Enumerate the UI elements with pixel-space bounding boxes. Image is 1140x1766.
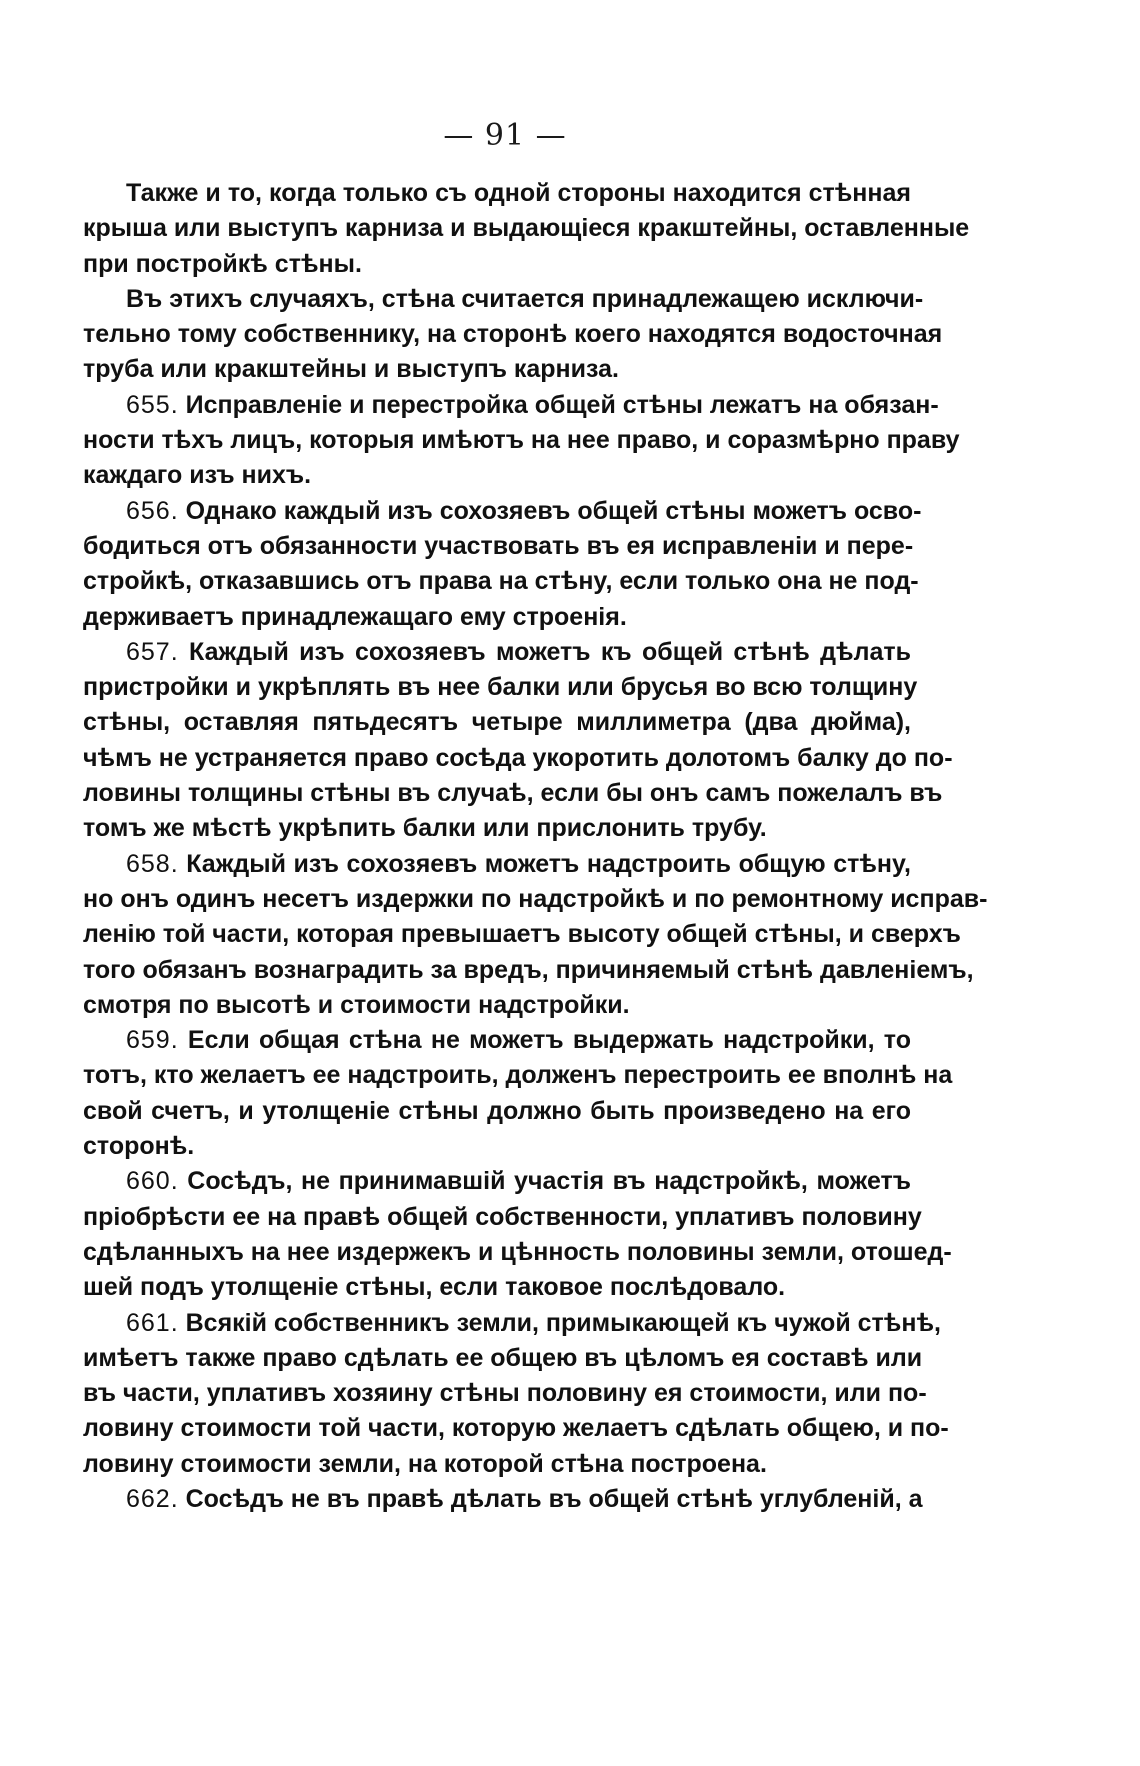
line-text: Исправленіе и перестройка общей стѣны лежатъ на обязан- [178, 390, 939, 419]
page-number: — 91 — [443, 118, 567, 153]
text-line [83, 1164, 911, 1199]
body-text [83, 176, 988, 1517]
text-line [83, 847, 911, 882]
text-line [83, 1482, 923, 1517]
line-text: ловину стоимости земли, на которой стѣна построена. [83, 1449, 767, 1478]
line-text: стройкѣ, отказавшись отъ права на стѣну, если только она не под- [83, 567, 919, 596]
text-line [83, 953, 974, 988]
paragraph [83, 1023, 953, 1164]
paragraph [83, 282, 943, 388]
line-text: въ части, уплативъ хозяину стѣны половину ея стоимости, или по- [83, 1379, 927, 1408]
paragraph [83, 1482, 923, 1517]
text-line [83, 811, 911, 846]
line-text: пріобрѣсти ее на правѣ общей собственности, уплативъ половину [83, 1202, 922, 1231]
text-line [83, 494, 922, 529]
line-text: Каждый изъ сохозяевъ можетъ къ общей стѣнѣ дѣлать [178, 637, 911, 666]
text-line [83, 317, 943, 352]
article-number: 659. [126, 1026, 179, 1055]
line-text: ловину стоимости той части, которую желаетъ сдѣлать общею, и по- [83, 1414, 949, 1443]
text-line [83, 211, 970, 246]
article-number: 658. [126, 849, 179, 878]
line-text: Въ этихъ случаяхъ, стѣна считается принадлежащею исключи- [126, 284, 924, 313]
text-line [83, 176, 911, 211]
text-line [83, 352, 911, 387]
line-text: чѣмъ не устраняется право сосѣда укоротить долотомъ балку до по- [83, 743, 953, 772]
text-line [83, 600, 911, 635]
text-line [83, 529, 914, 564]
text-line [83, 423, 960, 458]
text-line [83, 1341, 923, 1376]
line-text: стѣны, оставляя пятьдесятъ четыре миллиметра (два дюйма), [83, 708, 911, 737]
article-number: 656. [126, 496, 179, 525]
line-text: тотъ, кто желаетъ ее надстроить, долженъ перестроить ее вполнѣ на [83, 1061, 953, 1090]
line-text: труба или кракштейны и выступъ карниза. [83, 355, 619, 384]
text-line [83, 1058, 953, 1093]
text-line [83, 1200, 922, 1235]
text-line [83, 882, 988, 917]
text-line [83, 1376, 927, 1411]
line-text: Если общая стѣна не можетъ выдержать надстройки, то [178, 1026, 911, 1055]
paragraph [83, 1306, 949, 1482]
text-line [83, 458, 911, 493]
text-line [83, 917, 961, 952]
paragraph [83, 847, 988, 1023]
line-text: ности тѣхъ лицъ, которыя имѣютъ на нее право, и соразмѣрно праву [83, 426, 960, 455]
article-number: 661. [126, 1308, 179, 1337]
line-text: того обязанъ вознаградить за вредъ, причиняемый стѣнѣ давленіемъ, [83, 955, 974, 984]
text-line [83, 1094, 911, 1129]
line-text: крыша или выступъ карниза и выдающіеся кракштейны, оставленные [83, 214, 970, 243]
line-text: Всякій собственникъ земли, примыкающей къ чужой стѣнѣ, [178, 1308, 941, 1337]
line-text: Сосѣдъ не въ правѣ дѣлать въ общей стѣнѣ углубленій, а [178, 1484, 923, 1513]
line-text: Однако каждый изъ сохозяевъ общей стѣны можетъ осво- [178, 496, 922, 525]
text-line [83, 564, 919, 599]
line-text: смотря по высотѣ и стоимости надстройки. [83, 990, 630, 1019]
line-text: имѣетъ также право сдѣлать ее общею въ цѣломъ ея составѣ или [83, 1343, 923, 1372]
article-number: 657. [126, 637, 179, 666]
line-text: сторонѣ. [83, 1132, 195, 1161]
paragraph [83, 635, 953, 847]
line-text: держиваетъ принадлежащаго ему строенія. [83, 602, 627, 631]
text-line [83, 741, 953, 776]
text-line [83, 670, 918, 705]
text-line [83, 1306, 941, 1341]
line-text: шей подъ утолщеніе стѣны, если таковое послѣдовало. [83, 1273, 786, 1302]
article-number: 655. [126, 390, 179, 419]
text-line [83, 705, 911, 740]
paragraph [83, 494, 922, 635]
line-text: но онъ одинъ несетъ издержки по надстройкѣ и по ремонтному исправ- [83, 884, 988, 913]
text-line [83, 247, 911, 282]
line-text: пристройки и укрѣплять въ нее балки или брусья во всю толщину [83, 673, 918, 702]
line-text: при постройкѣ стѣны. [83, 249, 362, 278]
text-line [83, 282, 924, 317]
article-number: 660. [126, 1167, 179, 1196]
text-line [83, 1235, 952, 1270]
paragraph [83, 176, 970, 282]
line-text: каждаго изъ нихъ. [83, 461, 312, 490]
line-text: свой счетъ, и утолщеніе стѣны должно быть произведено на его [83, 1096, 911, 1125]
line-text: ловины толщины стѣны въ случаѣ, если бы онъ самъ пожелалъ въ [83, 779, 943, 808]
text-line [83, 1023, 911, 1058]
text-line [83, 388, 939, 423]
line-text: Также и то, когда только съ одной стороны находится стѣнная [126, 179, 911, 207]
text-line [83, 776, 943, 811]
text-line [83, 1270, 911, 1305]
line-text: Сосѣдъ, не принимавшій участія въ надстройкѣ, можетъ [178, 1167, 911, 1196]
text-line [83, 988, 911, 1023]
text-line [83, 1129, 911, 1164]
line-text: ленію той части, которая превышаетъ высоту общей стѣны, и сверхъ [83, 920, 961, 949]
text-line [83, 635, 911, 670]
text-line [83, 1447, 911, 1482]
line-text: тельно тому собственнику, на сторонѣ коего находятся водосточная [83, 320, 943, 349]
line-text: бодиться отъ обязанности участвовать въ ея исправленіи и пере- [83, 531, 914, 560]
paragraph [83, 388, 960, 494]
article-number: 662. [126, 1484, 179, 1513]
line-text: сдѣланныхъ на нее издержекъ и цѣнность половины земли, отошед- [83, 1237, 952, 1266]
text-line [83, 1411, 949, 1446]
line-text: томъ же мѣстѣ укрѣпить балки или прислонить трубу. [83, 814, 767, 843]
paragraph [83, 1164, 952, 1305]
line-text: Каждый изъ сохозяевъ можетъ надстроить общую стѣну, [178, 849, 911, 878]
